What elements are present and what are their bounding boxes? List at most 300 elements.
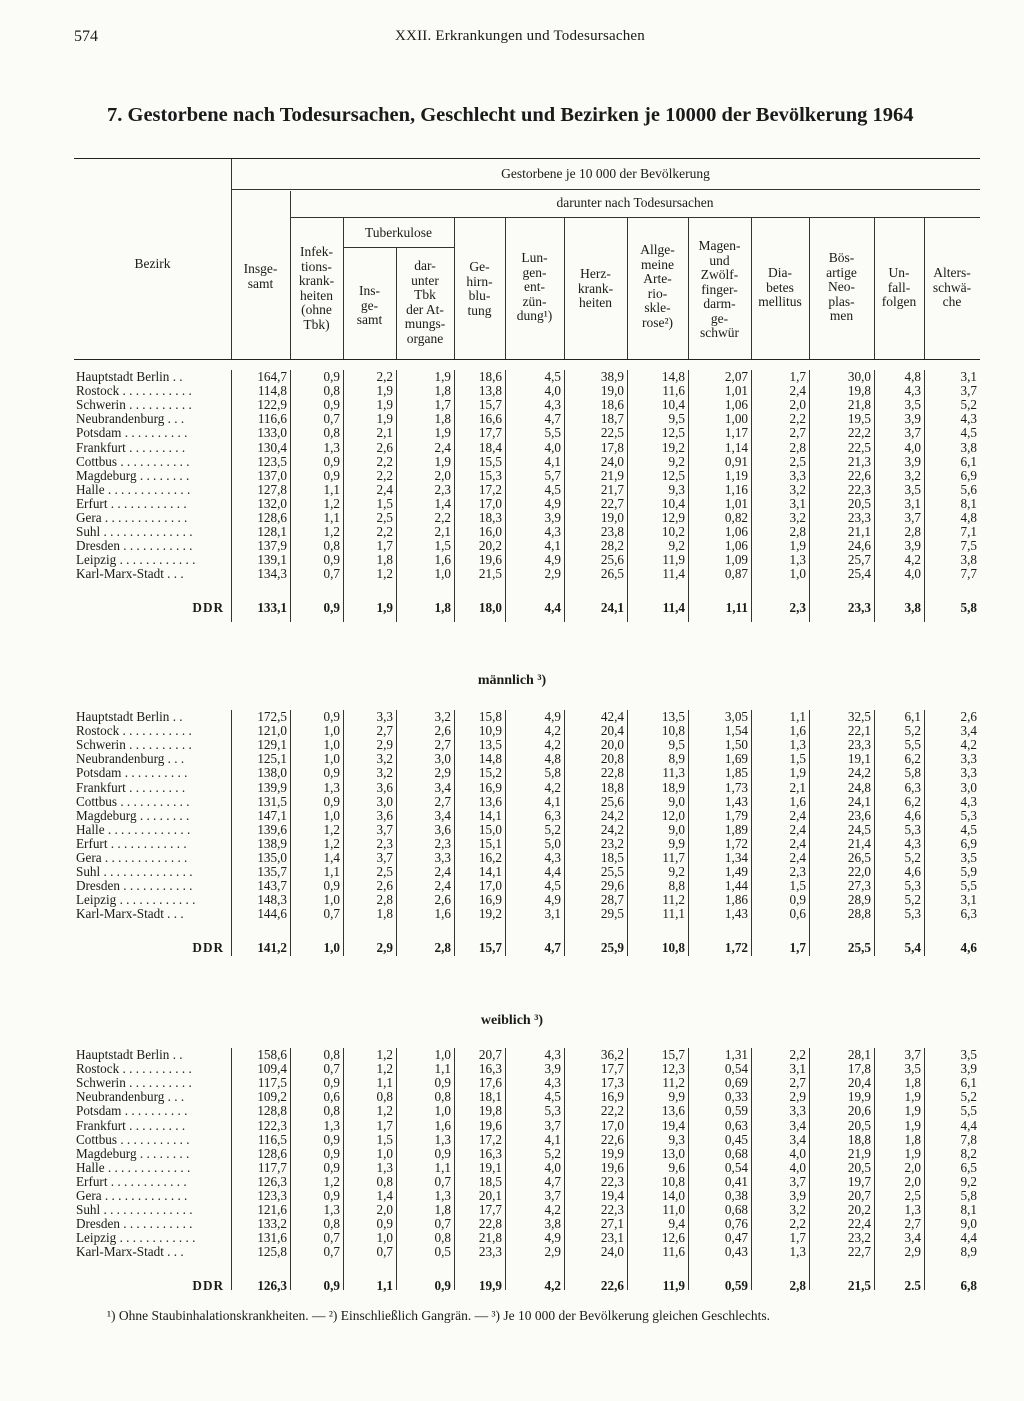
value-cell: 139,1 — [257, 552, 287, 568]
value-cell: 18,6 — [478, 369, 502, 384]
total-label: DDR — [192, 600, 224, 615]
value-cell: 1,3 — [904, 1202, 921, 1218]
value-cell: 4,6 — [904, 864, 921, 880]
value-cell: 126,3 — [257, 1277, 287, 1293]
value-cell: 1,0 — [323, 737, 340, 753]
table-row — [74, 879, 980, 893]
value-cell: 19,1 — [847, 751, 871, 767]
value-cell: 8,1 — [960, 1202, 977, 1218]
value-cell: 22,0 — [847, 864, 871, 880]
value-cell: 21,1 — [847, 524, 871, 540]
value-cell: 19,0 — [600, 383, 624, 399]
value-cell: 6,3 — [904, 779, 921, 795]
page-number: 574 — [74, 28, 98, 45]
value-cell: 4,9 — [544, 892, 561, 908]
value-cell: 0,7 — [376, 1244, 393, 1260]
col-header-lungenentzuendung: Lun- gen- ent- zün- dung¹) — [516, 250, 553, 323]
table-title: 7. Gestorbene nach Todesursachen, Geschlecht und Bezirken je 10000 der Bevölkerung 1964 — [107, 104, 914, 126]
value-cell: 1,2 — [376, 566, 393, 582]
value-cell: 10,9 — [478, 723, 502, 739]
value-cell: 22,3 — [600, 1202, 624, 1218]
bezirk-name: Neubrandenburg . . . — [76, 412, 185, 427]
section-maennlich — [74, 710, 980, 956]
value-cell: 1,1 — [323, 481, 340, 497]
value-cell: 121,0 — [257, 723, 287, 739]
value-cell: 1,9 — [904, 1089, 921, 1105]
value-cell: 11,6 — [662, 383, 685, 399]
value-cell: 125,8 — [257, 1244, 287, 1260]
value-cell: 1,4 — [434, 495, 451, 511]
value-cell: 20,7 — [847, 1188, 871, 1203]
value-cell: 0,7 — [323, 566, 340, 582]
value-cell: 12,0 — [661, 807, 685, 823]
value-cell: 21,4 — [847, 835, 871, 851]
value-cell: 23,3 — [478, 1244, 502, 1260]
table-row — [74, 497, 980, 511]
value-cell: 3,7 — [904, 510, 921, 525]
value-cell: 5,5 — [960, 878, 977, 894]
value-cell: 22,3 — [600, 1173, 624, 1189]
table-row — [74, 553, 980, 567]
value-cell: 4,2 — [544, 1202, 561, 1218]
value-cell: 4,2 — [904, 552, 921, 568]
header-top: Gestorbene je 10 000 der Bevölkerung — [501, 166, 710, 181]
bezirk-name: Karl-Marx-Stadt . . . — [76, 567, 184, 582]
value-cell: 1,11 — [725, 599, 748, 615]
value-cell: 1,3 — [376, 1159, 393, 1175]
value-cell: 2,6 — [376, 878, 393, 894]
table-row — [74, 1048, 980, 1062]
value-cell: 2,3 — [376, 835, 393, 851]
value-cell: 10,8 — [661, 723, 685, 739]
value-cell: 5,2 — [960, 1089, 977, 1105]
table-row — [74, 1090, 980, 1104]
value-cell: 18,3 — [478, 510, 502, 525]
value-cell: 2,2 — [789, 1216, 806, 1232]
value-cell: 2,07 — [724, 369, 748, 384]
value-cell: 1,7 — [789, 369, 806, 384]
value-cell: 5,2 — [904, 723, 921, 739]
value-cell: 2,4 — [789, 807, 806, 823]
value-cell: 6,2 — [904, 793, 921, 809]
value-cell: 0,33 — [724, 1089, 748, 1105]
value-cell: 1,0 — [434, 1047, 451, 1062]
table-row — [74, 1076, 980, 1090]
bezirk-name: Leipzig . . . . . . . . . . . . — [76, 1231, 196, 1246]
value-cell: 2,6 — [376, 439, 393, 455]
value-cell: 2,5 — [789, 453, 806, 469]
value-cell: 3,1 — [544, 906, 561, 922]
value-cell: 20,6 — [847, 1103, 871, 1119]
value-cell: 1,2 — [323, 495, 340, 511]
value-cell: 5,3 — [544, 1103, 561, 1119]
value-cell: 18,5 — [478, 1173, 502, 1189]
value-cell: 1,34 — [724, 850, 748, 865]
value-cell: 133,0 — [257, 425, 287, 441]
value-cell: 1,69 — [724, 751, 748, 767]
value-cell: 0,9 — [376, 1216, 393, 1232]
value-cell: 3,9 — [544, 1061, 561, 1077]
value-cell: 4,3 — [544, 850, 561, 865]
value-cell: 28,1 — [847, 1047, 871, 1062]
value-cell: 1,54 — [724, 723, 748, 739]
value-cell: 1,73 — [724, 779, 748, 795]
value-cell: 0,59 — [724, 1277, 748, 1293]
value-cell: 4,3 — [544, 397, 561, 413]
bezirk-name: Gera . . . . . . . . . . . . . — [76, 511, 188, 525]
value-cell: 1,3 — [323, 779, 340, 795]
value-cell: 2,4 — [789, 383, 806, 399]
value-cell: 3,0 — [960, 779, 977, 795]
value-cell: 9,5 — [668, 411, 685, 427]
value-cell: 0,6 — [323, 1089, 340, 1105]
value-cell: 4,3 — [960, 411, 977, 427]
value-cell: 132,0 — [257, 495, 287, 511]
value-cell: 11,2 — [662, 1075, 685, 1091]
table-header — [74, 158, 980, 360]
value-cell: 0,9 — [323, 878, 340, 894]
value-cell: 25,9 — [600, 939, 624, 955]
value-cell: 1,1 — [434, 1159, 451, 1175]
value-cell: 1,17 — [724, 425, 748, 441]
value-cell: 20,0 — [600, 737, 624, 753]
value-cell: 0,68 — [724, 1202, 748, 1218]
value-cell: 19,4 — [661, 1117, 685, 1133]
value-cell: 20,2 — [847, 1202, 871, 1218]
value-cell: 1,31 — [724, 1047, 748, 1062]
value-cell: 1,6 — [434, 906, 451, 922]
value-cell: 22,7 — [847, 1244, 871, 1260]
bezirk-name: Rostock . . . . . . . . . . . — [76, 1062, 192, 1077]
value-cell: 3,5 — [904, 481, 921, 497]
value-cell: 29,5 — [600, 906, 624, 922]
value-cell: 20,4 — [600, 723, 624, 739]
bezirk-name: Karl-Marx-Stadt . . . — [76, 907, 184, 922]
value-cell: 1,9 — [376, 383, 393, 399]
value-cell: 3,9 — [544, 510, 561, 525]
value-cell: 0,7 — [323, 1061, 340, 1077]
bezirk-name: Frankfurt . . . . . . . . . — [76, 780, 186, 795]
value-cell: 0,9 — [323, 369, 340, 384]
col-header-herzkrankheiten: Herz- krank- heiten — [577, 266, 614, 310]
value-cell: 2,1 — [376, 425, 393, 441]
value-cell: 7,8 — [960, 1131, 977, 1147]
value-cell: 4,3 — [544, 1047, 561, 1062]
value-cell: 129,1 — [257, 737, 287, 753]
value-cell: 4,8 — [960, 510, 977, 525]
value-cell: 0,68 — [724, 1145, 748, 1161]
table-row — [74, 426, 980, 440]
value-cell: 109,2 — [257, 1089, 287, 1105]
value-cell: 1,72 — [724, 939, 748, 955]
table-row — [74, 1133, 980, 1147]
value-cell: 1,7 — [376, 1117, 393, 1133]
value-cell: 2,4 — [434, 864, 451, 880]
value-cell: 38,9 — [600, 369, 624, 384]
value-cell: 1,4 — [376, 1188, 393, 1203]
value-cell: 2,4 — [376, 481, 393, 497]
value-cell: 1,01 — [724, 495, 748, 511]
value-cell: 25,4 — [847, 566, 871, 582]
value-cell: 128,8 — [257, 1103, 287, 1119]
value-cell: 4,0 — [789, 1145, 806, 1161]
value-cell: 3,6 — [376, 779, 393, 795]
table-row — [74, 567, 980, 581]
total-row — [74, 601, 980, 615]
value-cell: 133,2 — [257, 1216, 287, 1232]
value-cell: 1,7 — [789, 1230, 806, 1246]
value-cell: 1,44 — [724, 878, 748, 894]
value-cell: 2,3 — [434, 835, 451, 851]
value-cell: 20,2 — [478, 538, 502, 554]
value-cell: 9,3 — [668, 481, 685, 497]
value-cell: 1,49 — [724, 864, 748, 880]
value-cell: 134,3 — [257, 566, 287, 582]
value-cell: 1,1 — [376, 1277, 393, 1293]
bezirk-name: Potsdam . . . . . . . . . . — [76, 1104, 188, 1119]
value-cell: 2,0 — [789, 397, 806, 413]
value-cell: 2,7 — [434, 737, 451, 753]
value-cell: 18,8 — [847, 1131, 871, 1147]
value-cell: 13,6 — [478, 793, 502, 809]
value-cell: 0,8 — [323, 1216, 340, 1232]
table-row — [74, 1104, 980, 1118]
col-header-insgesamt: Insge- samt — [243, 261, 278, 291]
value-cell: 4,5 — [960, 425, 977, 441]
value-cell: 2,2 — [789, 411, 806, 427]
value-cell: 4,0 — [544, 383, 561, 399]
value-cell: 23,3 — [847, 599, 871, 615]
table-row — [74, 1245, 980, 1259]
value-cell: 23,3 — [847, 737, 871, 753]
value-cell: 3,6 — [376, 807, 393, 823]
value-cell: 127,8 — [257, 481, 287, 497]
value-cell: 3,4 — [434, 779, 451, 795]
value-cell: 0,5 — [434, 1244, 451, 1260]
value-cell: 15,5 — [478, 453, 502, 469]
bezirk-name: Schwerin . . . . . . . . . . — [76, 1076, 192, 1091]
value-cell: 11,4 — [662, 566, 685, 582]
value-cell: 21,5 — [478, 566, 502, 582]
value-cell: 6,5 — [960, 1159, 977, 1175]
value-cell: 4,5 — [544, 1089, 561, 1105]
value-cell: 15,0 — [478, 821, 502, 837]
value-cell: 4,1 — [544, 793, 561, 809]
value-cell: 4,7 — [544, 411, 561, 427]
value-cell: 2,7 — [434, 793, 451, 809]
value-cell: 116,6 — [257, 411, 287, 427]
col-header-neoplasmen: Bös- artige Neo- plas- men — [826, 250, 857, 323]
value-cell: 19,6 — [478, 1117, 502, 1133]
value-cell: 9,0 — [960, 1216, 977, 1232]
value-cell: 20,5 — [847, 1159, 871, 1175]
value-cell: 0,9 — [323, 453, 340, 469]
col-header-tbk-insgesamt: Ins- ge- samt — [356, 283, 383, 327]
value-cell: 1,6 — [789, 793, 806, 809]
value-cell: 19,9 — [600, 1145, 624, 1161]
value-cell: 2,5 — [376, 864, 393, 880]
value-cell: 135,0 — [257, 850, 287, 865]
table-row — [74, 710, 980, 724]
value-cell: 0,7 — [434, 1216, 451, 1232]
value-cell: 10,8 — [661, 939, 685, 955]
value-cell: 19,8 — [478, 1103, 502, 1119]
value-cell: 3,1 — [789, 495, 806, 511]
value-cell: 9,5 — [668, 737, 685, 753]
value-cell: 0,8 — [323, 425, 340, 441]
value-cell: 0,8 — [323, 383, 340, 399]
value-cell: 1,16 — [724, 481, 748, 497]
value-cell: 2,2 — [434, 510, 451, 525]
col-header-magengeschwuer: Magen- und Zwölf- finger- darm- ge- schwür — [698, 238, 741, 340]
total-label: DDR — [192, 940, 224, 955]
value-cell: 1,8 — [376, 906, 393, 922]
value-cell: 8,2 — [960, 1145, 977, 1161]
value-cell: 4,1 — [544, 453, 561, 469]
value-cell: 1,3 — [789, 737, 806, 753]
value-cell: 2,4 — [789, 821, 806, 837]
value-cell: 17,7 — [600, 1061, 624, 1077]
value-cell: 2,8 — [789, 439, 806, 455]
value-cell: 32,5 — [847, 709, 871, 724]
bezirk-name: Hauptstadt Berlin . . — [76, 370, 183, 384]
value-cell: 11,7 — [662, 850, 685, 865]
value-cell: 12,9 — [661, 510, 685, 525]
value-cell: 15,7 — [478, 939, 502, 955]
value-cell: 0,6 — [789, 906, 806, 922]
bezirk-name: Schwerin . . . . . . . . . . — [76, 738, 192, 753]
value-cell: 1,00 — [724, 411, 748, 427]
value-cell: 5,8 — [960, 1188, 977, 1203]
table-row — [74, 1175, 980, 1189]
value-cell: 19,1 — [478, 1159, 502, 1175]
table-row — [74, 823, 980, 837]
bezirk-name: Halle . . . . . . . . . . . . . — [76, 482, 191, 497]
value-cell: 3,1 — [789, 1061, 806, 1077]
value-cell: 4,3 — [544, 1075, 561, 1091]
value-cell: 6,1 — [960, 453, 977, 469]
value-cell: 2,7 — [376, 723, 393, 739]
value-cell: 9,9 — [668, 1089, 685, 1105]
value-cell: 24,0 — [600, 453, 624, 469]
value-cell: 3,8 — [960, 552, 977, 568]
value-cell: 11,3 — [662, 765, 685, 781]
value-cell: 121,6 — [257, 1202, 287, 1218]
value-cell: 4,6 — [960, 939, 977, 955]
value-cell: 3,7 — [904, 425, 921, 441]
value-cell: 14,8 — [661, 369, 685, 384]
value-cell: 15,3 — [478, 467, 502, 483]
value-cell: 1,4 — [323, 850, 340, 865]
value-cell: 0,7 — [323, 906, 340, 922]
value-cell: 2,7 — [789, 1075, 806, 1091]
value-cell: 9,0 — [668, 821, 685, 837]
table-row — [74, 1161, 980, 1175]
bezirk-name: Frankfurt . . . . . . . . . — [76, 440, 186, 455]
table-row — [74, 483, 980, 497]
value-cell: 17,6 — [478, 1075, 502, 1091]
value-cell: 1,5 — [376, 1131, 393, 1147]
value-cell: 1,8 — [434, 383, 451, 399]
header-tuberkulose: Tuberkulose — [364, 225, 432, 240]
value-cell: 3,0 — [376, 793, 393, 809]
value-cell: 17,7 — [478, 1202, 502, 1218]
value-cell: 3,6 — [434, 821, 451, 837]
value-cell: 17,8 — [600, 439, 624, 455]
value-cell: 13,5 — [478, 737, 502, 753]
value-cell: 2,0 — [434, 467, 451, 483]
bezirk-name: Rostock . . . . . . . . . . . — [76, 384, 192, 399]
value-cell: 28,9 — [847, 892, 871, 908]
value-cell: 20,8 — [600, 751, 624, 767]
table-row — [74, 809, 980, 823]
value-cell: 6,1 — [904, 709, 921, 724]
value-cell: 139,9 — [257, 779, 287, 795]
value-cell: 22,6 — [600, 1131, 624, 1147]
value-cell: 3,5 — [904, 397, 921, 413]
value-cell: 3,3 — [434, 850, 451, 865]
table-row — [74, 865, 980, 879]
value-cell: 0,8 — [376, 1173, 393, 1189]
value-cell: 3,1 — [960, 369, 977, 384]
value-cell: 1,6 — [434, 552, 451, 568]
value-cell: 1,3 — [323, 1117, 340, 1133]
value-cell: 23,3 — [847, 510, 871, 525]
value-cell: 3,9 — [904, 538, 921, 554]
section-weiblich — [74, 1047, 980, 1293]
value-cell: 21,8 — [847, 397, 871, 413]
bezirk-name: Dresden . . . . . . . . . . . — [76, 1217, 193, 1232]
table-row — [74, 384, 980, 398]
value-cell: 6,3 — [960, 906, 977, 922]
bezirk-name: Erfurt . . . . . . . . . . . . — [76, 1174, 187, 1189]
value-cell: 0,9 — [323, 467, 340, 483]
value-cell: 5,9 — [960, 864, 977, 880]
value-cell: 1,5 — [789, 751, 806, 767]
value-cell: 15,1 — [478, 835, 502, 851]
value-cell: 22,1 — [847, 723, 871, 739]
value-cell: 20,5 — [847, 1117, 871, 1133]
value-cell: 11,9 — [662, 1277, 685, 1293]
col-header-tbk-atmungsorgane: dar- unter Tbk der At- mungs- organe — [404, 258, 446, 346]
value-cell: 5,3 — [904, 821, 921, 837]
value-cell: 6,3 — [544, 807, 561, 823]
value-cell: 4,5 — [544, 481, 561, 497]
value-cell: 3,3 — [789, 1103, 806, 1119]
value-cell: 1,7 — [376, 538, 393, 554]
value-cell: 1,72 — [724, 835, 748, 851]
value-cell: 122,9 — [257, 397, 287, 413]
value-cell: 0,9 — [323, 1159, 340, 1175]
bezirk-name: Potsdam . . . . . . . . . . — [76, 766, 188, 781]
table-row — [74, 1231, 980, 1245]
value-cell: 117,5 — [257, 1075, 287, 1091]
value-cell: 138,9 — [257, 835, 287, 851]
value-cell: 19,9 — [847, 1089, 871, 1105]
value-cell: 5,8 — [544, 765, 561, 781]
bezirk-name: Magdeburg . . . . . . . . — [76, 1146, 190, 1161]
value-cell: 19,6 — [600, 1159, 624, 1175]
bezirk-name: Suhl . . . . . . . . . . . . . . — [76, 865, 193, 880]
value-cell: 22,4 — [847, 1216, 871, 1232]
table-row — [74, 539, 980, 553]
value-cell: 0,41 — [724, 1173, 748, 1189]
value-cell: 20,5 — [847, 495, 871, 511]
value-cell: 6,2 — [904, 751, 921, 767]
table-row — [74, 738, 980, 752]
value-cell: 22,5 — [600, 425, 624, 441]
value-cell: 5,5 — [544, 425, 561, 441]
